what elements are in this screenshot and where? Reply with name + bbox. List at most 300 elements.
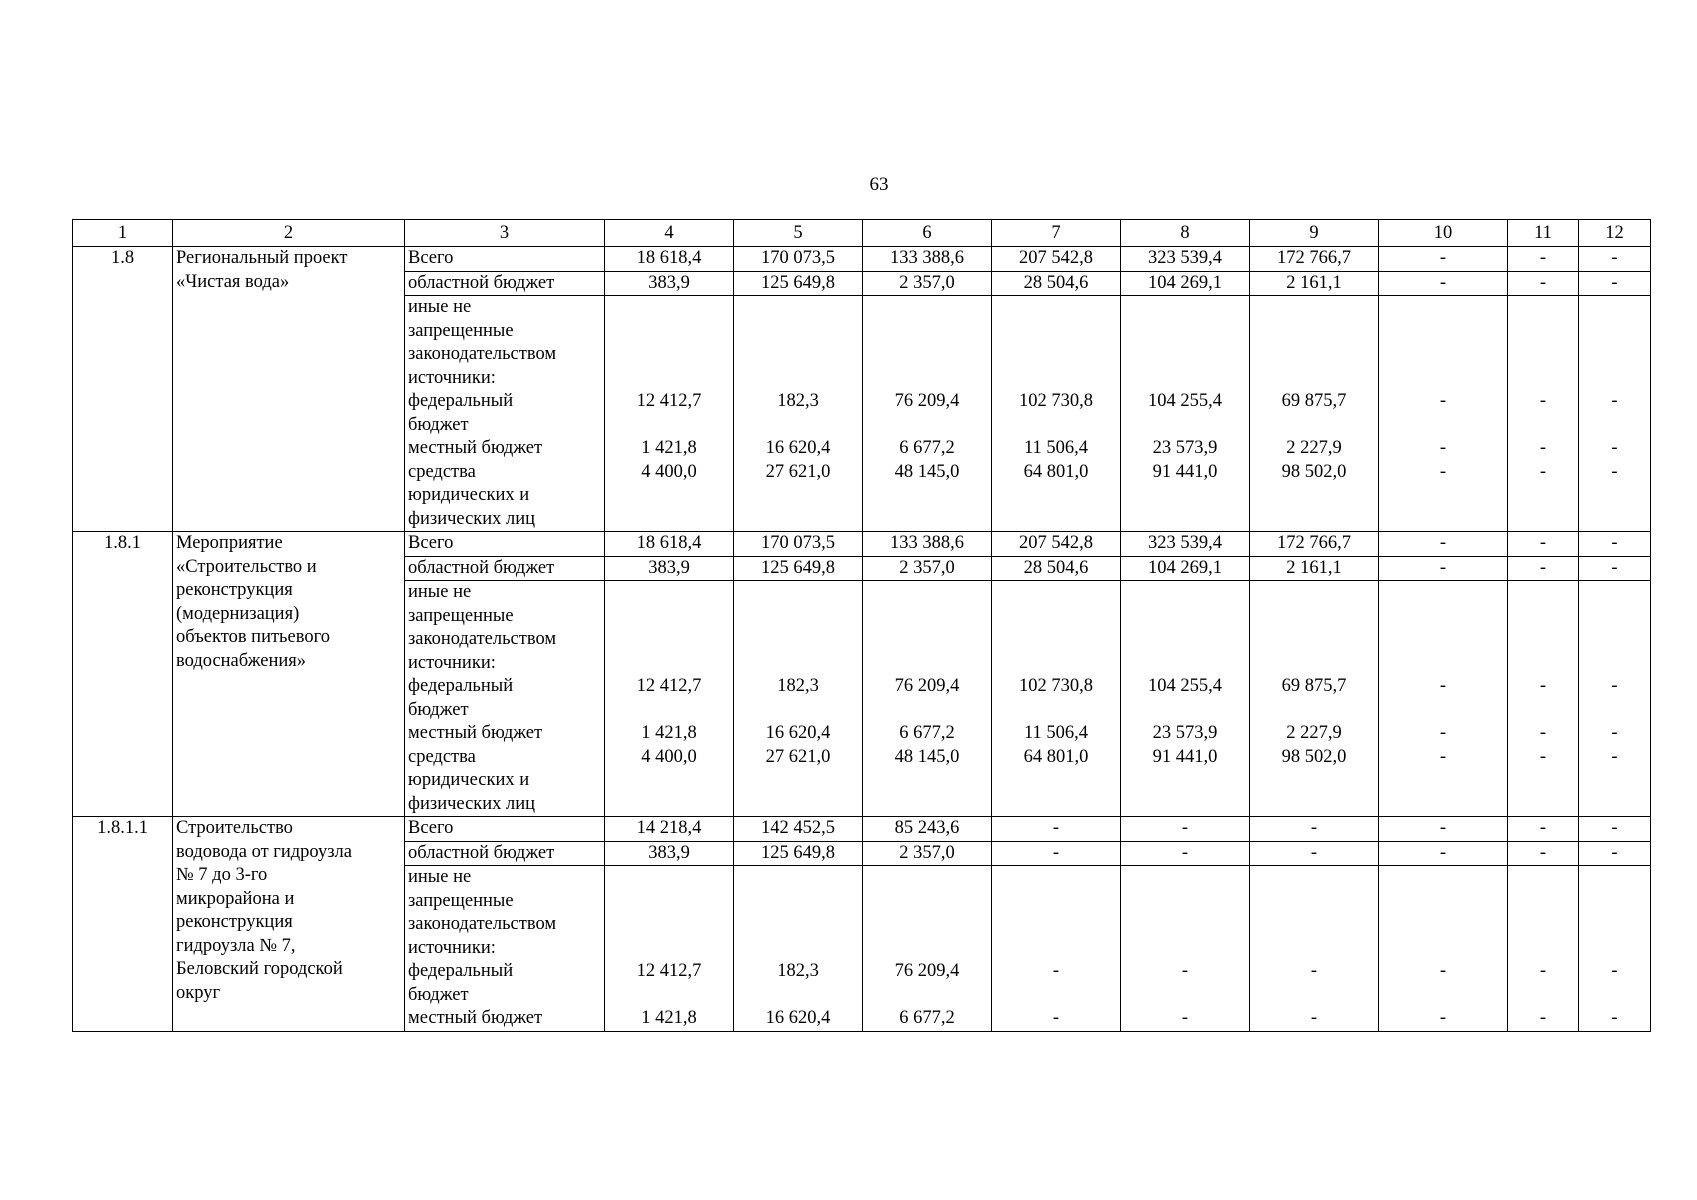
blank-line	[1511, 652, 1575, 676]
blank-line	[1582, 769, 1647, 793]
blank-line	[866, 320, 988, 344]
cell-value: 1 421,8	[641, 723, 697, 743]
blank-line	[1253, 508, 1375, 532]
value-cell: -	[992, 817, 1121, 842]
blank-line	[1511, 605, 1575, 629]
blank-line	[1582, 866, 1647, 890]
cell-value: -	[1439, 461, 1447, 482]
value-cell	[992, 296, 1121, 532]
blank-line	[1382, 628, 1504, 652]
blank-line	[1124, 913, 1246, 937]
column-number: 6	[863, 220, 992, 247]
blank-line	[1382, 937, 1504, 961]
blank-line	[866, 367, 988, 391]
cell-value: -	[1052, 1008, 1060, 1028]
funding-source-line: иные не	[408, 867, 472, 887]
blank-line	[737, 984, 859, 1008]
funding-source-line: иные не	[408, 582, 472, 602]
header-row	[73, 220, 1651, 247]
blank-line	[1582, 320, 1647, 344]
cell-value: 27 621,0	[765, 461, 831, 482]
funding-source-line: федеральный	[408, 391, 514, 411]
value-cell: -	[1579, 817, 1651, 842]
column-number: 10	[1379, 220, 1508, 247]
blank-line	[1253, 913, 1375, 937]
value-cell: -	[1250, 841, 1379, 866]
value-cell: 2 357,0	[863, 271, 992, 296]
blank-line	[1124, 984, 1246, 1008]
value-cell: -	[1579, 841, 1651, 866]
value-cell	[1508, 581, 1579, 817]
value-cell: -	[1508, 271, 1579, 296]
funding-source	[405, 866, 605, 1032]
cell-value: -	[1310, 961, 1318, 981]
cell-value: 182,3	[777, 676, 819, 696]
blank-line	[1582, 343, 1647, 367]
cell-value: -	[1539, 1008, 1547, 1028]
blank-line	[1511, 913, 1575, 937]
row-name-line: реконструкция	[176, 912, 293, 932]
funding-source	[405, 532, 605, 557]
value-cell	[1379, 866, 1508, 1032]
row-name	[173, 532, 405, 817]
blank-line	[1582, 581, 1647, 605]
value-cell: 172 766,7	[1250, 532, 1379, 557]
blank-line	[1582, 414, 1647, 438]
funding-source	[405, 841, 605, 866]
funding-source-line: областной бюджет	[408, 557, 555, 578]
value-cell: 125 649,8	[734, 841, 863, 866]
value-cell: 28 504,6	[992, 556, 1121, 581]
blank-line	[737, 699, 859, 723]
row-name	[173, 817, 405, 1032]
blank-line	[1124, 793, 1246, 817]
row-name-line: Региональный проект	[176, 248, 348, 268]
cell-value: 2 227,9	[1286, 438, 1342, 458]
cell-value: 16 620,4	[765, 723, 831, 743]
table-row	[73, 817, 1651, 842]
blank-line	[1124, 581, 1246, 605]
cell-value: 11 506,4	[1023, 723, 1089, 743]
value-cell: -	[1250, 817, 1379, 842]
cell-value: 64 801,0	[1023, 461, 1089, 482]
cell-value: -	[1181, 1008, 1189, 1028]
blank-line	[1511, 508, 1575, 532]
blank-line	[1511, 793, 1575, 817]
blank-line	[1511, 890, 1575, 914]
table-row	[73, 247, 1651, 272]
cell-value: 16 620,4	[765, 438, 831, 458]
blank-line	[737, 414, 859, 438]
cell-value: 104 255,4	[1148, 676, 1222, 696]
blank-line	[866, 793, 988, 817]
column-number: 4	[605, 220, 734, 247]
blank-line	[1253, 414, 1375, 438]
blank-line	[866, 937, 988, 961]
value-cell	[1250, 581, 1379, 817]
blank-line	[1511, 866, 1575, 890]
value-cell: -	[1508, 532, 1579, 557]
cell-value: -	[1439, 676, 1447, 696]
column-number: 11	[1508, 220, 1579, 247]
cell-value: 11 506,4	[1023, 438, 1089, 458]
blank-line	[995, 769, 1117, 793]
value-cell: 172 766,7	[1250, 247, 1379, 272]
funding-source-line: источники:	[408, 652, 496, 673]
blank-line	[995, 605, 1117, 629]
budget-table	[72, 219, 1651, 1032]
column-number: 3	[405, 220, 605, 247]
value-cell: 133 388,6	[863, 247, 992, 272]
value-cell	[605, 581, 734, 817]
column-number: 9	[1250, 220, 1379, 247]
blank-line	[866, 296, 988, 320]
funding-source	[405, 817, 605, 842]
blank-line	[1124, 937, 1246, 961]
cell-value: 48 145,0	[894, 746, 960, 767]
blank-line	[1124, 414, 1246, 438]
blank-line	[866, 414, 988, 438]
blank-line	[608, 628, 730, 652]
blank-line	[995, 628, 1117, 652]
cell-value: 48 145,0	[894, 461, 960, 482]
funding-source-line: областной бюджет	[408, 272, 555, 293]
blank-line	[1582, 508, 1647, 532]
value-cell: -	[1121, 817, 1250, 842]
blank-line	[995, 913, 1117, 937]
value-cell	[734, 296, 863, 532]
value-cell	[605, 866, 734, 1032]
blank-line	[1253, 367, 1375, 391]
blank-line	[1582, 890, 1647, 914]
value-cell: 2 161,1	[1250, 271, 1379, 296]
row-name	[173, 247, 405, 532]
cell-value: 1 421,8	[641, 1008, 697, 1028]
row-name-line: Беловский городской	[176, 959, 343, 979]
blank-line	[1511, 367, 1575, 391]
blank-line	[866, 866, 988, 890]
cell-value: 76 209,4	[894, 961, 960, 981]
blank-line	[866, 343, 988, 367]
funding-source-line: бюджет	[408, 699, 469, 720]
blank-line	[1253, 937, 1375, 961]
row-name-line: Мероприятие	[176, 533, 283, 553]
value-cell	[734, 866, 863, 1032]
funding-source-line: физических лиц	[408, 508, 536, 529]
blank-line	[608, 581, 730, 605]
cell-value: 27 621,0	[765, 746, 831, 767]
cell-value: -	[1611, 1008, 1618, 1028]
value-cell: 28 504,6	[992, 271, 1121, 296]
row-code: 1.8	[73, 247, 173, 532]
blank-line	[995, 343, 1117, 367]
blank-line	[737, 367, 859, 391]
funding-source-line: запрещенные	[408, 320, 514, 341]
cell-value: -	[1611, 746, 1618, 767]
cell-value: -	[1539, 461, 1547, 482]
value-cell	[1121, 296, 1250, 532]
blank-line	[995, 581, 1117, 605]
row-name-line: (модернизация)	[176, 603, 300, 624]
value-cell: -	[1579, 247, 1651, 272]
cell-value: -	[1439, 391, 1447, 411]
blank-line	[866, 581, 988, 605]
blank-line	[1124, 699, 1246, 723]
blank-line	[737, 890, 859, 914]
funding-source-line: федеральный	[408, 961, 514, 981]
value-cell	[1121, 581, 1250, 817]
page-number: 63	[869, 174, 889, 195]
value-cell	[863, 866, 992, 1032]
value-cell	[863, 296, 992, 532]
row-name-line: Строительство	[176, 818, 293, 838]
cell-value: -	[1052, 961, 1060, 981]
column-number: 1	[73, 220, 173, 247]
value-cell: -	[1379, 556, 1508, 581]
cell-value: 23 573,9	[1152, 438, 1218, 458]
row-code: 1.8.1.1	[73, 817, 173, 1032]
cell-value: 64 801,0	[1023, 746, 1089, 767]
cell-value: 16 620,4	[765, 1008, 831, 1028]
blank-line	[866, 699, 988, 723]
value-cell: 104 269,1	[1121, 271, 1250, 296]
blank-line	[737, 605, 859, 629]
blank-line	[1253, 343, 1375, 367]
cell-value: -	[1539, 391, 1547, 411]
funding-source	[405, 296, 605, 532]
value-cell: 207 542,8	[992, 532, 1121, 557]
blank-line	[608, 937, 730, 961]
blank-line	[608, 866, 730, 890]
row-name-line: «Строительство и	[176, 556, 317, 577]
value-cell: 207 542,8	[992, 247, 1121, 272]
blank-line	[737, 866, 859, 890]
blank-line	[1382, 296, 1504, 320]
funding-source-line: запрещенные	[408, 890, 514, 911]
blank-line	[737, 913, 859, 937]
blank-line	[1382, 652, 1504, 676]
blank-line	[1582, 484, 1647, 508]
blank-line	[1511, 484, 1575, 508]
value-cell: 383,9	[605, 841, 734, 866]
blank-line	[1124, 652, 1246, 676]
blank-line	[1511, 984, 1575, 1008]
cell-value: 98 502,0	[1281, 746, 1347, 767]
value-cell: 2 357,0	[863, 841, 992, 866]
cell-value: 182,3	[777, 961, 819, 981]
blank-line	[1253, 984, 1375, 1008]
blank-line	[1253, 581, 1375, 605]
value-cell: 125 649,8	[734, 271, 863, 296]
cell-value: 6 677,2	[899, 438, 955, 458]
blank-line	[1582, 793, 1647, 817]
blank-line	[995, 937, 1117, 961]
cell-value: 104 255,4	[1148, 391, 1222, 411]
blank-line	[1124, 605, 1246, 629]
blank-line	[1124, 484, 1246, 508]
cell-value: 91 441,0	[1152, 461, 1218, 482]
cell-value: -	[1539, 746, 1547, 767]
value-cell	[1379, 296, 1508, 532]
cell-value: -	[1310, 1008, 1318, 1028]
blank-line	[608, 913, 730, 937]
blank-line	[866, 605, 988, 629]
value-cell	[1508, 296, 1579, 532]
cell-value: 12 412,7	[636, 391, 702, 411]
blank-line	[1382, 769, 1504, 793]
value-cell	[1379, 581, 1508, 817]
blank-line	[1253, 628, 1375, 652]
blank-line	[1124, 320, 1246, 344]
column-number: 12	[1579, 220, 1651, 247]
funding-source	[405, 581, 605, 817]
blank-line	[1253, 793, 1375, 817]
blank-line	[1511, 343, 1575, 367]
value-cell	[1579, 581, 1651, 817]
value-cell: 85 243,6	[863, 817, 992, 842]
cell-value: 69 875,7	[1281, 676, 1347, 696]
blank-line	[1253, 866, 1375, 890]
funding-source-line: местный бюджет	[408, 1008, 543, 1028]
blank-line	[1511, 296, 1575, 320]
funding-source-line: законодательством	[408, 344, 557, 364]
blank-line	[737, 581, 859, 605]
row-name-line: № 7 до 3-го	[176, 865, 268, 885]
blank-line	[608, 605, 730, 629]
blank-line	[1382, 343, 1504, 367]
column-number: 8	[1121, 220, 1250, 247]
blank-line	[995, 984, 1117, 1008]
value-cell: 2 357,0	[863, 556, 992, 581]
blank-line	[1253, 296, 1375, 320]
value-cell: 142 452,5	[734, 817, 863, 842]
cell-value: -	[1611, 961, 1618, 981]
blank-line	[737, 320, 859, 344]
blank-line	[995, 484, 1117, 508]
cell-value: -	[1181, 961, 1189, 981]
value-cell	[1579, 866, 1651, 1032]
cell-value: 76 209,4	[894, 391, 960, 411]
value-cell: 133 388,6	[863, 532, 992, 557]
cell-value: 102 730,8	[1019, 391, 1093, 411]
blank-line	[1382, 581, 1504, 605]
blank-line	[1124, 343, 1246, 367]
funding-source-line: средства	[408, 461, 476, 482]
blank-line	[995, 866, 1117, 890]
blank-line	[866, 890, 988, 914]
blank-line	[866, 913, 988, 937]
blank-line	[1582, 605, 1647, 629]
funding-source-line: местный бюджет	[408, 723, 543, 743]
blank-line	[608, 320, 730, 344]
value-cell	[1250, 296, 1379, 532]
blank-line	[1124, 508, 1246, 532]
cell-value: -	[1439, 723, 1447, 743]
blank-line	[995, 699, 1117, 723]
value-cell: -	[1379, 271, 1508, 296]
blank-line	[608, 652, 730, 676]
cell-value: 12 412,7	[636, 676, 702, 696]
cell-value: 2 227,9	[1286, 723, 1342, 743]
blank-line	[1582, 937, 1647, 961]
blank-line	[608, 984, 730, 1008]
blank-line	[866, 484, 988, 508]
value-cell: -	[1508, 247, 1579, 272]
cell-value: 23 573,9	[1152, 723, 1218, 743]
blank-line	[608, 414, 730, 438]
column-number: 7	[992, 220, 1121, 247]
blank-line	[995, 320, 1117, 344]
funding-source	[405, 247, 605, 272]
cell-value: -	[1611, 676, 1618, 696]
value-cell: 383,9	[605, 556, 734, 581]
blank-line	[1382, 699, 1504, 723]
blank-line	[1124, 367, 1246, 391]
funding-source	[405, 271, 605, 296]
blank-line	[866, 628, 988, 652]
value-cell: -	[1508, 817, 1579, 842]
cell-value: 1 421,8	[641, 438, 697, 458]
blank-line	[1511, 581, 1575, 605]
blank-line	[1511, 769, 1575, 793]
funding-source-line: юридических и	[408, 485, 530, 505]
cell-value: 182,3	[777, 391, 819, 411]
funding-source-line: запрещенные	[408, 605, 514, 626]
blank-line	[1124, 628, 1246, 652]
blank-line	[737, 484, 859, 508]
value-cell: 18 618,4	[605, 247, 734, 272]
blank-line	[995, 296, 1117, 320]
cell-value: 76 209,4	[894, 676, 960, 696]
funding-source-line: бюджет	[408, 414, 469, 435]
blank-line	[995, 508, 1117, 532]
funding-source-line: иные не	[408, 297, 472, 317]
blank-line	[1511, 699, 1575, 723]
blank-line	[866, 508, 988, 532]
blank-line	[737, 343, 859, 367]
value-cell	[1250, 866, 1379, 1032]
blank-line	[995, 414, 1117, 438]
value-cell	[1121, 866, 1250, 1032]
blank-line	[737, 628, 859, 652]
funding-source	[405, 556, 605, 581]
cell-value: 6 677,2	[899, 1008, 955, 1028]
value-cell: 383,9	[605, 271, 734, 296]
cell-value: -	[1539, 961, 1547, 981]
value-cell: -	[1579, 556, 1651, 581]
cell-value: -	[1611, 723, 1618, 743]
blank-line	[1582, 913, 1647, 937]
blank-line	[995, 367, 1117, 391]
cell-value: 98 502,0	[1281, 461, 1347, 482]
blank-line	[995, 890, 1117, 914]
value-cell: 2 161,1	[1250, 556, 1379, 581]
blank-line	[608, 699, 730, 723]
blank-line	[608, 367, 730, 391]
funding-source-line: физических лиц	[408, 793, 536, 814]
blank-line	[1382, 367, 1504, 391]
blank-line	[737, 508, 859, 532]
cell-value: 91 441,0	[1152, 746, 1218, 767]
funding-source-line: федеральный	[408, 676, 514, 696]
blank-line	[866, 652, 988, 676]
funding-source-line: Всего	[408, 248, 454, 268]
blank-line	[737, 937, 859, 961]
funding-source-line: средства	[408, 746, 476, 767]
value-cell	[1508, 866, 1579, 1032]
value-cell: 170 073,5	[734, 532, 863, 557]
column-number: 5	[734, 220, 863, 247]
